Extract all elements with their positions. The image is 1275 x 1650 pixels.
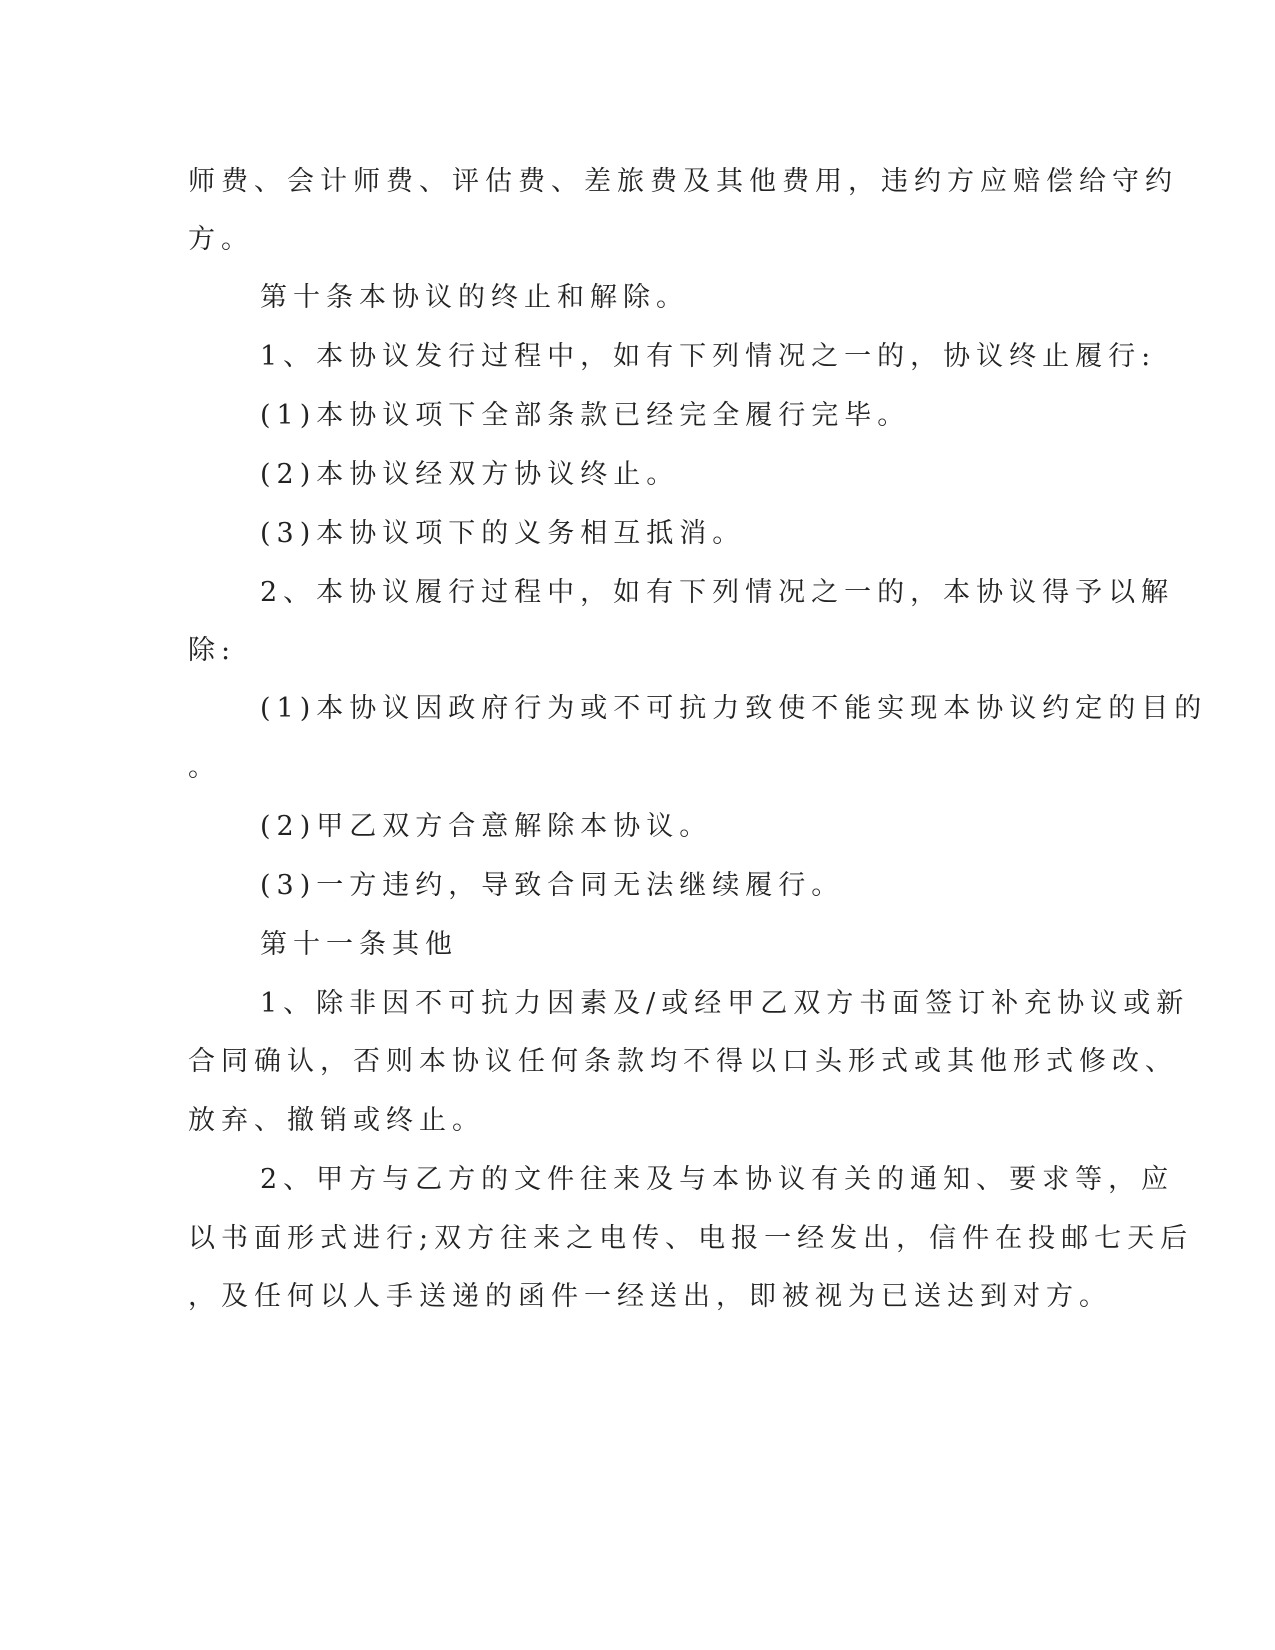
paragraph-line: 放弃、撤销或终止。 [188, 1105, 485, 1136]
paragraph-line: 1、本协议发行过程中，如有下列情况之一的，协议终止履行: [260, 341, 1157, 372]
paragraph-line: 1、除非因不可抗力因素及/或经甲乙双方书面签订补充协议或新 [260, 988, 1190, 1019]
paragraph-line: 师费、会计师费、评估费、差旅费及其他费用，违约方应赔偿给守约 [188, 166, 1178, 197]
list-item: (3)一方违约，导致合同无法继续履行。 [260, 870, 845, 901]
paragraph-line: 。 [188, 752, 221, 783]
list-item: (2)甲乙双方合意解除本协议。 [260, 811, 713, 842]
list-item: (1)本协议因政府行为或不可抗力致使不能实现本协议约定的目的 [260, 693, 1208, 724]
list-item: (3)本协议项下的义务相互抵消。 [260, 518, 746, 549]
paragraph-line: 2、甲方与乙方的文件往来及与本协议有关的通知、要求等，应 [260, 1164, 1175, 1195]
paragraph-line: 方。 [188, 224, 254, 255]
paragraph-line: 2、本协议履行过程中，如有下列情况之一的，本协议得予以解 [260, 577, 1175, 608]
list-item: (1)本协议项下全部条款已经完全履行完毕。 [260, 400, 911, 431]
list-item: (2)本协议经双方协议终止。 [260, 459, 680, 490]
paragraph-line: 以书面形式进行;双方往来之电传、电报一经发出，信件在投邮七天后 [188, 1223, 1194, 1254]
section-heading: 第十一条其他 [260, 929, 458, 960]
paragraph-line: 除: [188, 635, 237, 666]
paragraph-line: 合同确认，否则本协议任何条款均不得以口头形式或其他形式修改、 [188, 1046, 1178, 1077]
section-heading: 第十条本协议的终止和解除。 [260, 282, 689, 313]
paragraph-line: ，及任何以人手送递的函件一经送出，即被视为已送达到对方。 [188, 1281, 1112, 1312]
